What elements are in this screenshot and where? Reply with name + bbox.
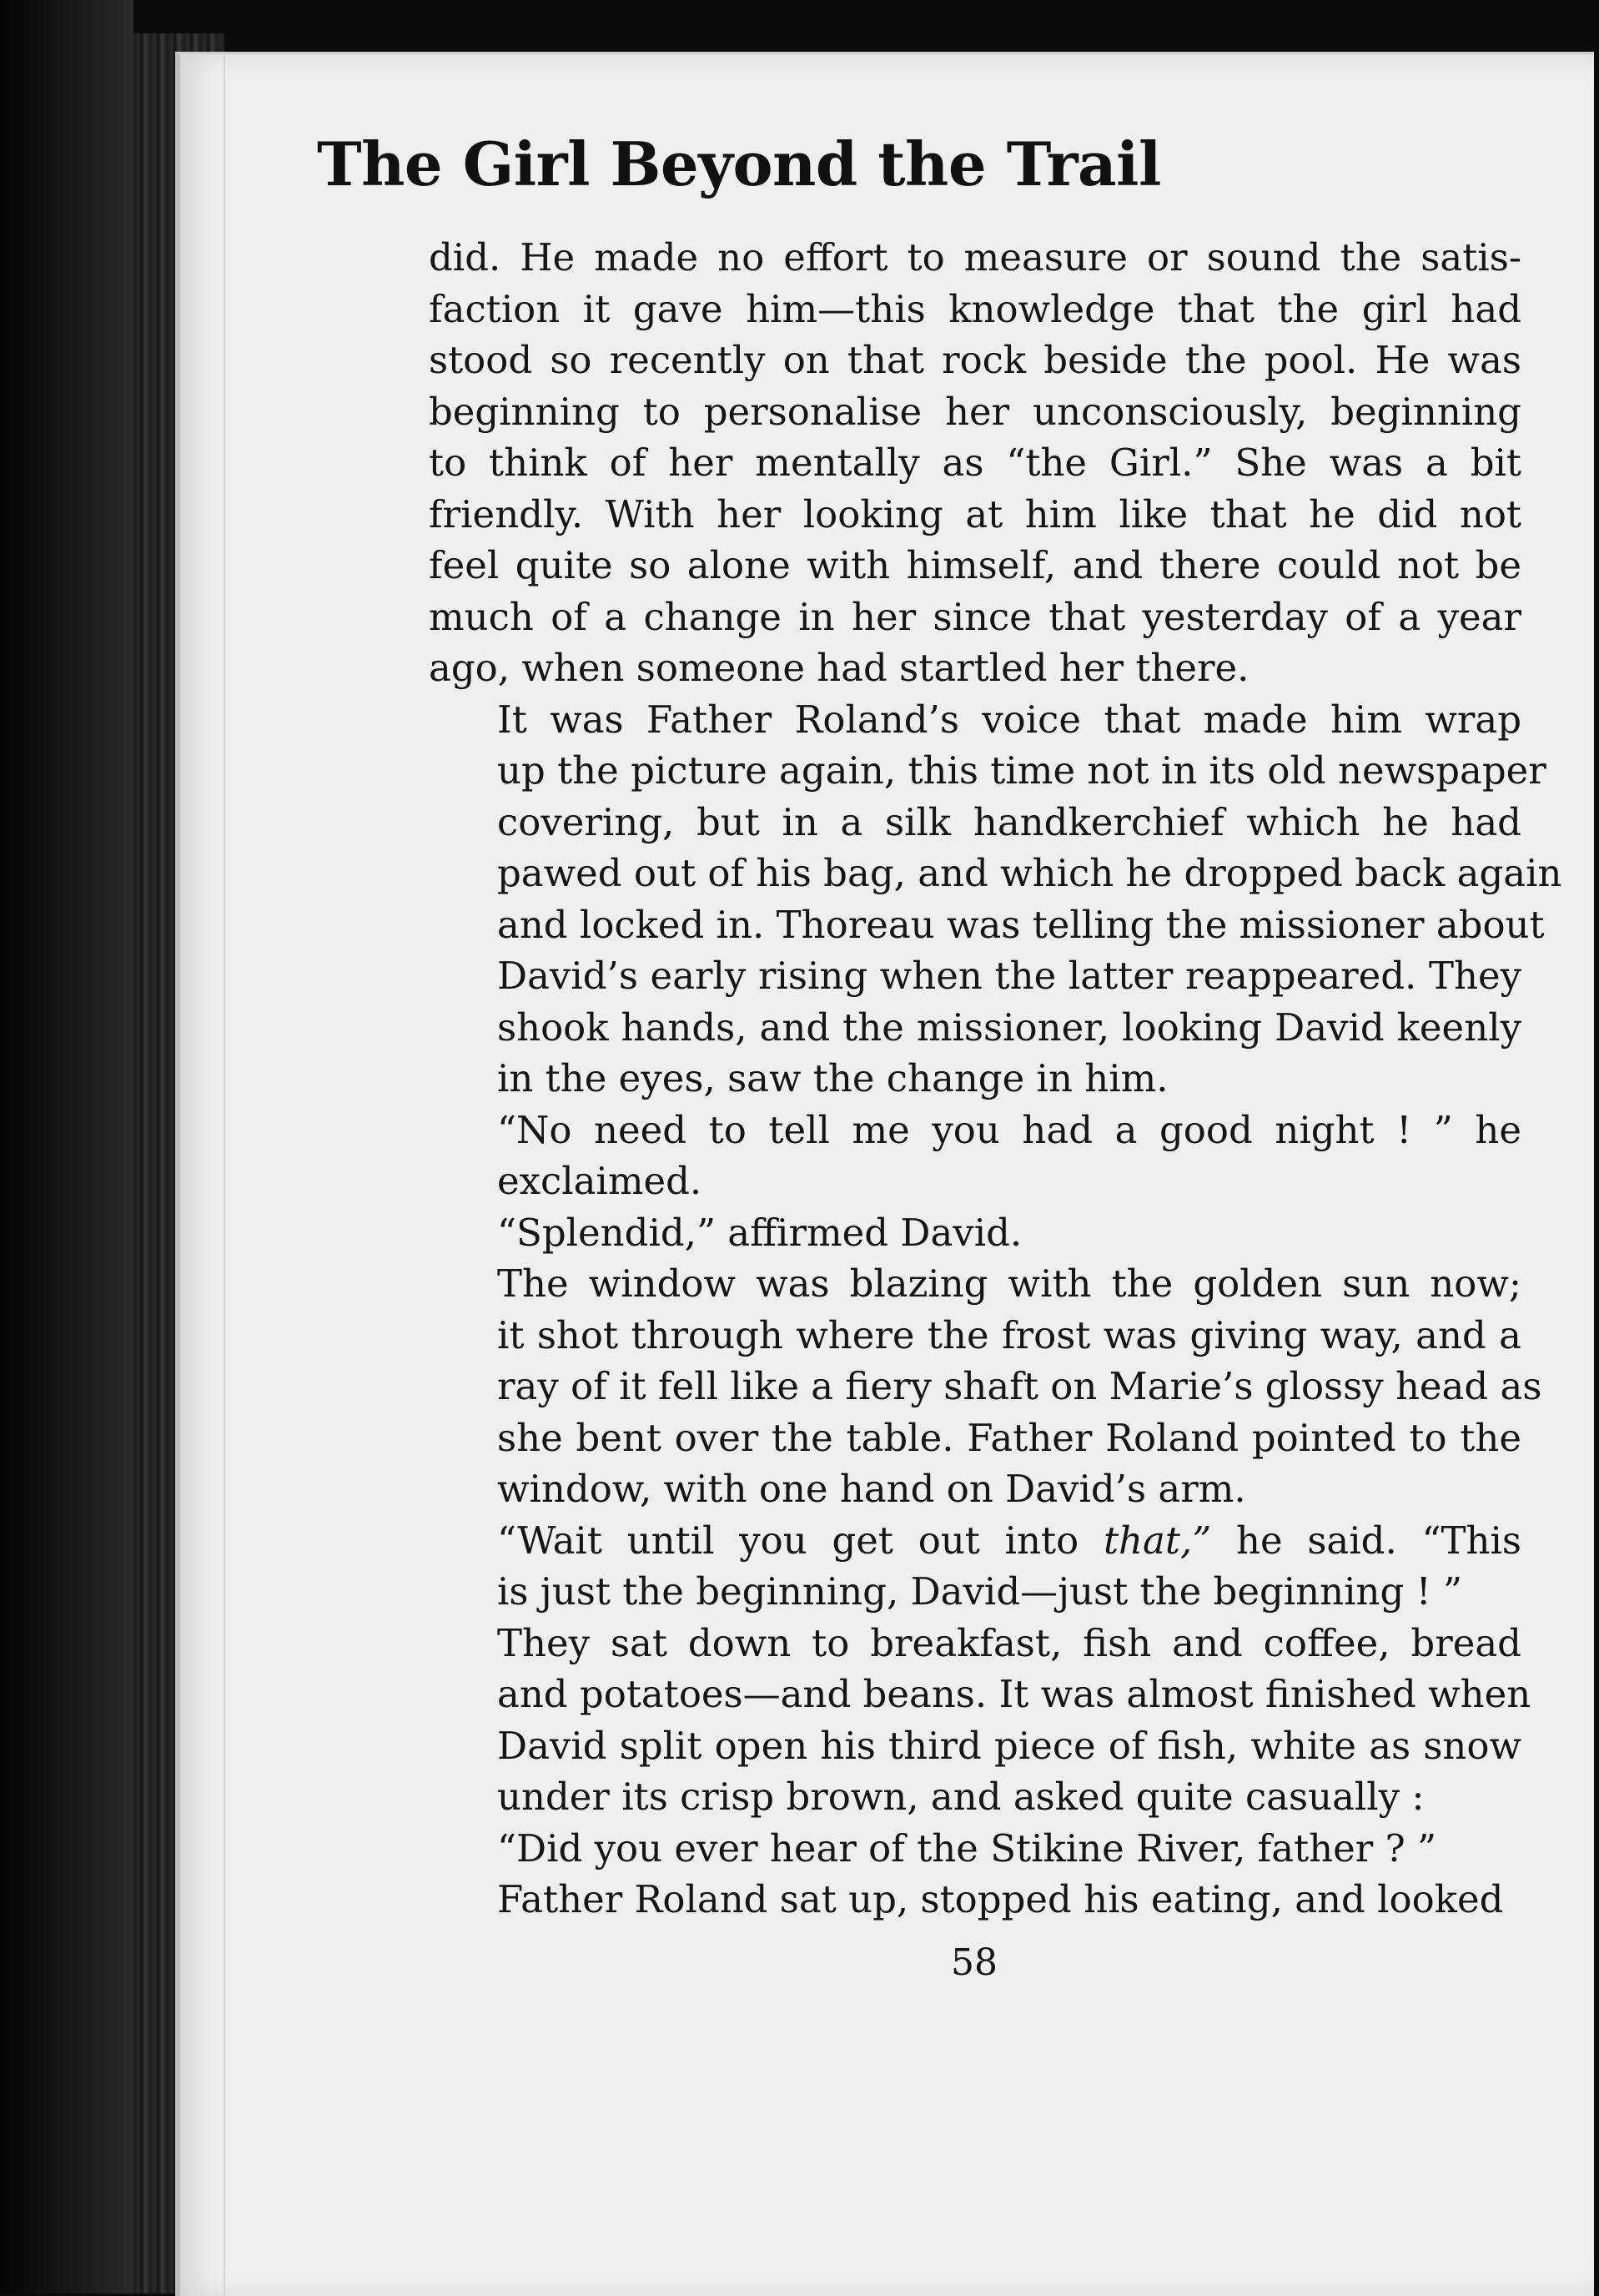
text-line: friendly. With her looking at him like that he did not [429, 491, 1521, 536]
text-line: did. He made no effort to measure or sound the satis- [429, 235, 1521, 279]
text-line: exclaimed. [497, 1159, 702, 1203]
text-line: under its crisp brown, and asked quite casually : [497, 1775, 1425, 1819]
text-line: Father Roland sat up, stopped his eating, and looked [497, 1877, 1504, 1921]
text-line: faction it gave him—this knowledge that the girl had [429, 286, 1521, 331]
text-line: to think of her mentally as “the Girl.” She was a bit [429, 441, 1521, 485]
text-line: ago, when someone had startled her there. [429, 646, 1250, 690]
paragraph [429, 1618, 1531, 1823]
text-line: and potatoes—and beans. It was almost finished when [497, 1672, 1531, 1716]
paragraph [429, 1823, 1521, 1875]
text-line: in the eyes, saw the change in him. [497, 1056, 1169, 1100]
text-line: stood so recently on that rock beside the pool. He was [429, 338, 1521, 382]
text-line: she bent over the table. Father Roland pointed to the [497, 1415, 1521, 1460]
text-line: They sat down to breakfast, fish and coffee, bread [497, 1620, 1521, 1665]
paragraph [429, 1105, 1521, 1207]
text-line: and locked in. Thoreau was telling the missioner about [497, 902, 1545, 947]
text-line: pawed out of his bag, and which he dropped back again [497, 851, 1562, 895]
text-line: it shot through where the frost was giving way, and a [497, 1312, 1521, 1357]
text-line: “Did you ever hear of the Stikine River, father ? ” [497, 1825, 1437, 1871]
running-head: The Girl Beyond the Trail [317, 128, 1161, 199]
body-text [429, 232, 1562, 1926]
text-line: window, with one hand on David’s arm. [497, 1467, 1246, 1511]
text-line: covering, but in a silk handkerchief which he had [497, 799, 1521, 844]
paragraph [429, 1515, 1521, 1618]
text-line: is just the beginning, David—just the beginning ! ” [497, 1569, 1463, 1614]
text-line: “Wait until you get out into that,” he said. “This [497, 1518, 1521, 1563]
text-line: beginning to personalise her unconsciously, beginning [429, 389, 1521, 434]
text-line: It was Father Roland’s voice that made him wrap [497, 697, 1521, 742]
paragraph [429, 1258, 1542, 1515]
paragraph [429, 1207, 1521, 1259]
text-line: much of a change in her since that yesterday of a year [429, 594, 1521, 639]
book-edge-shadow [0, 0, 133, 2293]
text-line: feel quite so alone with himself, and there could not be [429, 543, 1521, 587]
page-number: 58 [951, 1941, 998, 1984]
text-line: shook hands, and the missioner, looking David keenly [497, 1004, 1521, 1050]
text-line: ray of it fell like a fiery shaft on Marie’s glossy head as [497, 1364, 1542, 1408]
text-line: The window was blazing with the golden sun now; [497, 1261, 1521, 1306]
text-line: David split open his third piece of fish, white as snow [497, 1723, 1521, 1768]
paragraph [429, 694, 1562, 1105]
text-line: “No need to tell me you had a good night ! ” he [497, 1107, 1521, 1152]
emphasis: that,” [1103, 1518, 1212, 1563]
text-line: David’s early rising when the latter reappeared. They [497, 954, 1521, 998]
paragraph [429, 232, 1521, 694]
text-line: “Splendid,” affirmed David. [497, 1210, 1023, 1255]
text-line: up the picture again, this time not in its old newspaper [497, 748, 1546, 793]
paragraph [429, 1874, 1521, 1926]
